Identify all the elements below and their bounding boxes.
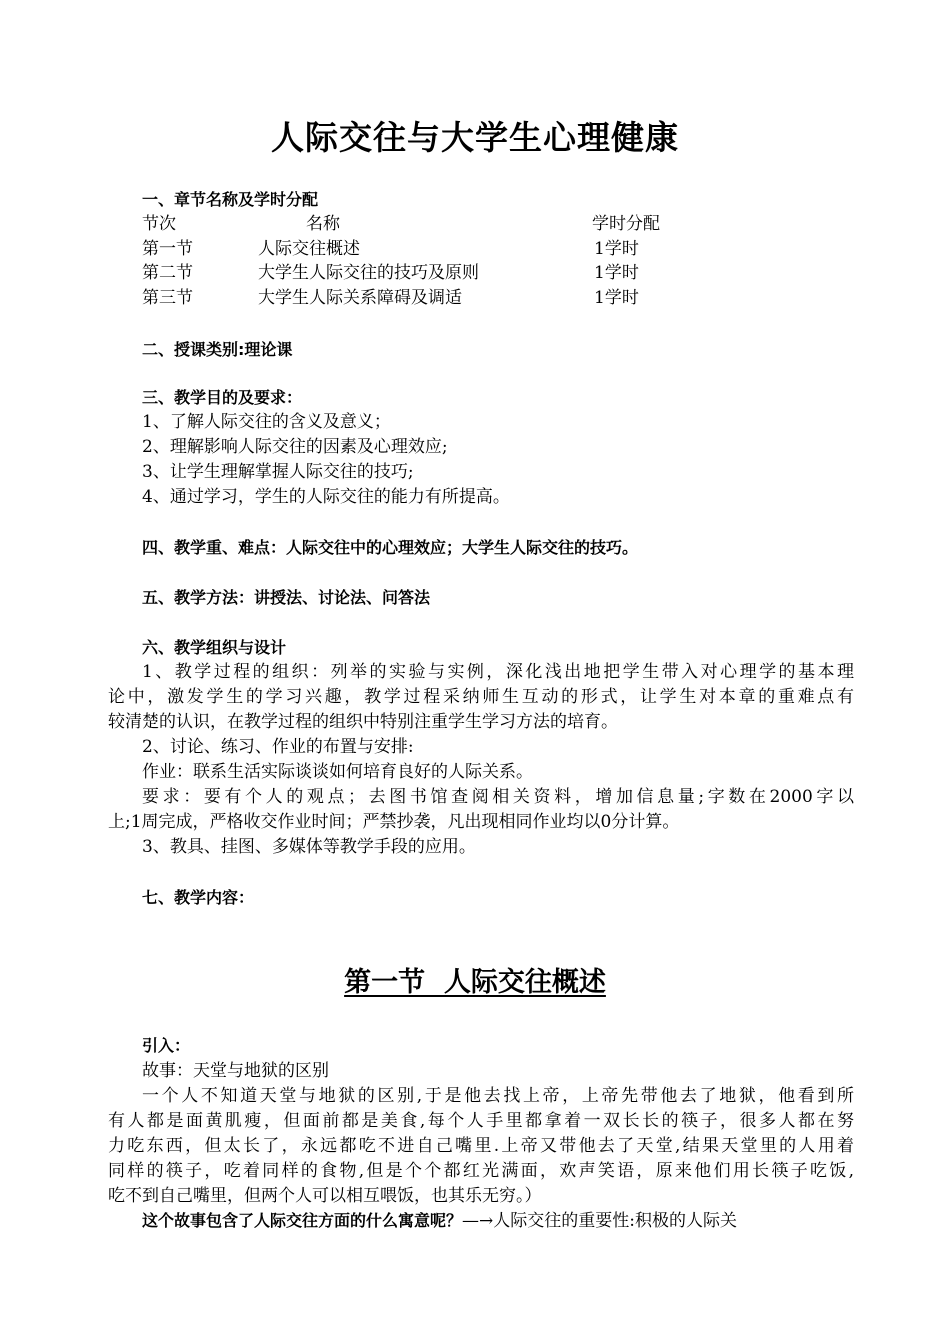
table-cell-name: 人际交往概述 [258,239,360,259]
table-cell-hours: 1学时 [594,239,639,259]
question-answer-text: —→人际交往的重要性:积极的人际关 [462,1211,737,1231]
section-heading-6: 六、教学组织与设计 [142,638,287,657]
list-item: 1、了解人际交往的含义及意义； [142,412,391,432]
question-line [142,1209,854,1233]
paragraph-line: 较清楚的认识，在教学过程的组织中特别注重学生学习方法的培育。 [108,712,618,732]
paragraph-line: 要求：要有个人的观点；去图书馆查阅相关资料，增加信息量;字数在2000字以 [142,787,854,807]
paragraph-line: 同样的筷子，吃着同样的食物,但是个个都红光满面，欢声笑语，原来他们用长筷子吃饭, [108,1161,854,1181]
section-heading-5: 五、教学方法：讲授法、讨论法、问答法 [142,588,431,607]
paragraph-line: 力吃东西，但太长了，永远都吃不进自己嘴里.上帝又带他去了天堂,结果天堂里的人用着 [108,1136,854,1156]
story-title: 故事：天堂与地狱的区别 [142,1061,329,1081]
section-heading-3: 三、教学目的及要求： [142,388,303,407]
list-item: 2、理解影响人际交往的因素及心理效应; [142,437,448,457]
paragraph-line: 上;1周完成，严格收交作业时间；严禁抄袭，凡出现相同作业均以0分计算。 [108,812,680,832]
section-heading-4: 四、教学重、难点：人际交往中的心理效应；大学生人际交往的技巧。 [142,538,639,557]
table-cell-name: 大学生人际关系障碍及调适 [258,288,462,308]
paragraph-line: 吃不到自己嘴里，但两个人可以相互喂饭，也其乐无穷。） [108,1186,542,1206]
list-item: 3、让学生理解掌握人际交往的技巧; [142,462,414,482]
paragraph-line: 一个人不知道天堂与地狱的区别,于是他去找上帝，上帝先带他去了地狱，他看到所 [142,1086,854,1106]
section-heading-1: 一、章节名称及学时分配 [142,190,319,209]
table-cell-section: 第三节 [142,288,193,308]
table-row [142,237,854,261]
paragraph-line: 2、讨论、练习、作业的布置与安排: [142,737,414,757]
schedule-table-header [142,212,854,236]
section-heading-7: 七、教学内容： [142,888,255,907]
table-cell-section: 第一节 [142,239,193,259]
section-heading-2: 二、授课类别:理论课 [142,340,293,359]
table-header-name: 名称 [306,214,340,234]
table-cell-hours: 1学时 [594,263,639,283]
table-header-hours: 学时分配 [592,214,660,234]
list-item: 4、通过学习，学生的人际交往的能力有所提高。 [142,487,510,507]
table-row [142,261,854,285]
paragraph-line: 论中，激发学生的学习兴趣，教学过程采纳师生互动的形式，让学生对本章的重难点有 [108,687,854,707]
paragraph-line: 3、教具、挂图、多媒体等教学手段的应用。 [142,837,476,857]
table-cell-name: 大学生人际交往的技巧及原则 [258,263,479,283]
chapter-section-title-text: 第一节 人际交往概述 [344,967,606,998]
intro-heading: 引入： [142,1036,191,1055]
table-cell-section: 第二节 [142,263,193,283]
table-row [142,286,854,310]
document-title: 人际交往与大学生心理健康 [271,118,679,157]
chapter-section-title [0,964,950,1002]
table-header-section: 节次 [142,214,176,234]
table-cell-hours: 1学时 [594,288,639,308]
paragraph-line: 1、教学过程的组织：列举的实验与实例，深化浅出地把学生带入对心理学的基本理 [142,662,854,682]
paragraph-line: 作业：联系生活实际谈谈如何培育良好的人际关系。 [142,762,533,782]
paragraph-line: 有人都是面黄肌瘦，但面前都是美食,每个人手里都拿着一双长长的筷子，很多人都在努 [108,1111,854,1131]
question-bold-text: 这个故事包含了人际交往方面的什么寓意呢？ [142,1211,463,1230]
